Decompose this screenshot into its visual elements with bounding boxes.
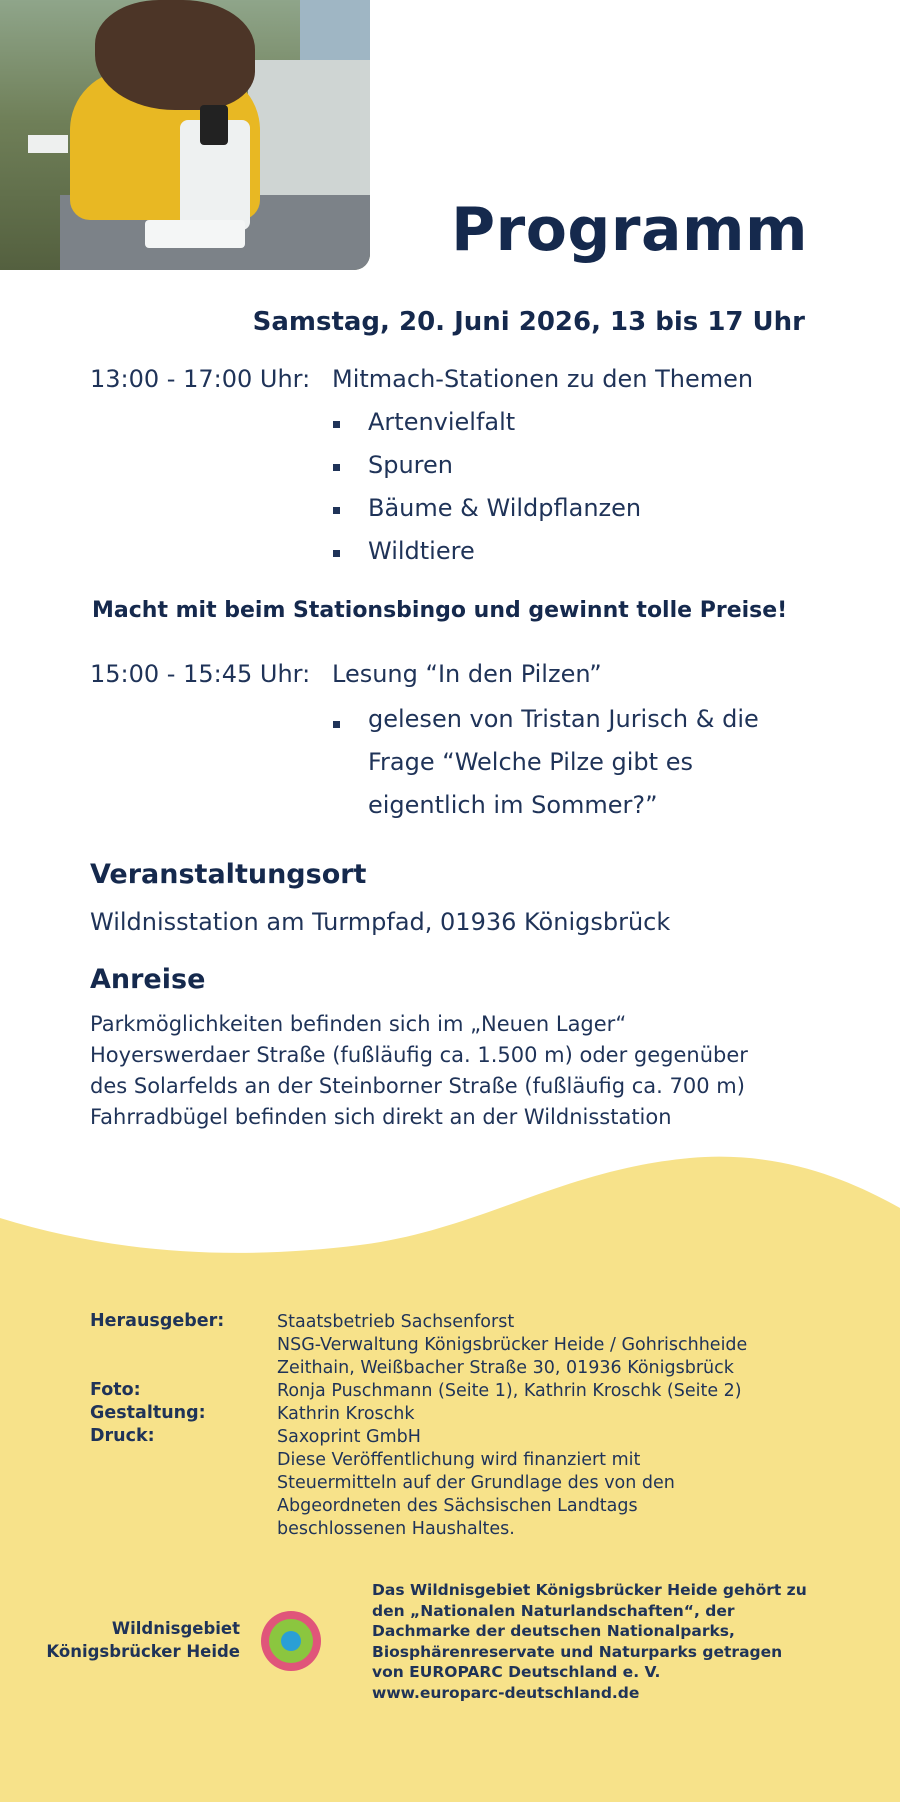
arrival-text: Parkmöglichkeiten befinden sich im „Neuen Lager“ Hoyerswerdaer Straße (fußläufig ca. 1.500 m) oder gegenüber des Solarfelds an der Steinborner Straße (fußläufig ca. 700 m) Fahrradbügel befinden sich direkt an der Wildnisstation xyxy=(90,1012,748,1129)
wildnisgebiet-logo-icon xyxy=(259,1609,323,1673)
imprint-label-design: Gestaltung: xyxy=(90,1403,206,1423)
nationale-naturlandschaften-note: Das Wildnisgebiet Königsbrücker Heide gehört zu den „Nationalen Naturlandschaften“, der Dachmarke der deutschen Nationalparks, Biosphärenreservate und Naturparks getragen von EUROPARC Deutschland e. V. www.europarc-deutschland.de xyxy=(372,1581,807,1702)
photo-signpost xyxy=(28,135,68,153)
arrival-heading: Anreise xyxy=(90,964,206,995)
bullet-icon xyxy=(333,464,340,471)
list-item: Bäume & Wildpflanzen xyxy=(333,494,641,522)
venue-address: Wildnisstation am Turmpfad, 01936 Königsbrück xyxy=(90,908,671,936)
europarc-link[interactable]: www.europarc-deutschland.de xyxy=(372,1683,640,1702)
schedule-activity-1: Mitmach-Stationen zu den Themen xyxy=(332,365,754,393)
bingo-callout: Macht mit beim Stationsbingo und gewinnt tolle Preise! xyxy=(92,598,788,623)
reading-description: gelesen von Tristan Jurisch & die Frage “Welche Pilze gibt es eigentlich im Sommer?” xyxy=(368,705,759,819)
schedule-time-1: 13:00 - 17:00 Uhr: xyxy=(90,365,311,393)
schedule-activity-2: Lesung “In den Pilzen” xyxy=(332,660,602,688)
header-photo xyxy=(0,0,370,270)
venue-heading: Veranstaltungsort xyxy=(90,859,367,890)
bullet-icon xyxy=(333,421,340,428)
event-date: Samstag, 20. Juni 2026, 13 bis 17 Uhr xyxy=(252,307,805,337)
imprint-label-publisher: Herausgeber: xyxy=(90,1311,225,1331)
list-item: Wildtiere xyxy=(333,537,475,565)
photo-microscope-base xyxy=(145,220,245,248)
bullet-icon xyxy=(333,721,340,728)
list-item: Spuren xyxy=(333,451,453,479)
imprint-text: Staatsbetrieb Sachsenforst NSG-Verwaltung Königsbrücker Heide / Gohrischheide Zeithain, Weißbacher Straße 30, 01936 Königsbrück Ronja Puschmann (Seite 1), Kathrin Kroschk (Seite 2) Kathrin Kroschk Saxoprint GmbH Diese Veröffentlichung wird finanziert mit Steuermitteln auf der Grundlage des von den Abgeordneten des Sächsischen Landtags beschlossenen Haushaltes. xyxy=(277,1312,748,1539)
bullet-icon xyxy=(333,507,340,514)
photo-child-hair xyxy=(95,0,255,110)
list-item: Artenvielfalt xyxy=(333,408,515,436)
imprint-label-print: Druck: xyxy=(90,1426,155,1446)
wildnisgebiet-logo-text: Wildnisgebiet Königsbrücker Heide xyxy=(46,1619,240,1661)
list-item xyxy=(333,704,759,827)
photo-microscope-eyepiece xyxy=(200,105,228,145)
photo-display-stand xyxy=(248,60,370,210)
imprint-label-photo: Foto: xyxy=(90,1380,141,1400)
schedule-time-2: 15:00 - 15:45 Uhr: xyxy=(90,660,311,688)
bullet-icon xyxy=(333,550,340,557)
page-title: Programm xyxy=(451,195,808,265)
